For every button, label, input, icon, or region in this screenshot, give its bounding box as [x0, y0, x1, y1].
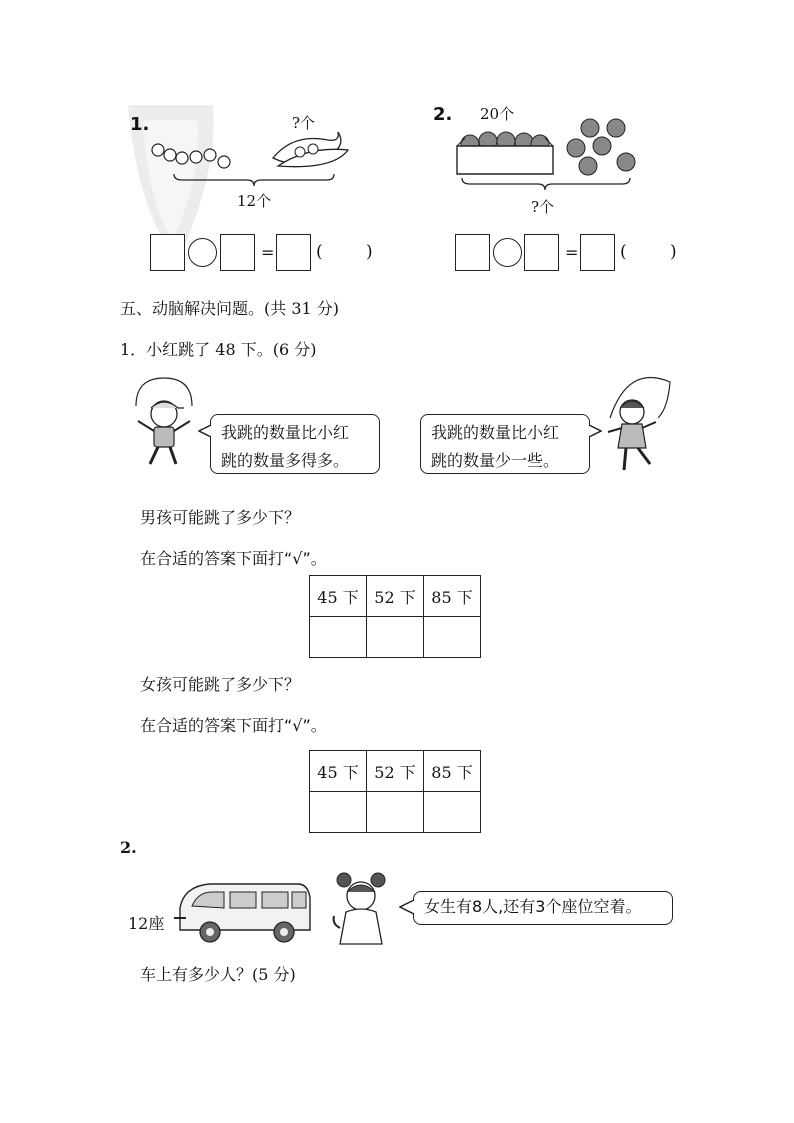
- boy-bubble-line-1: 我跳的数量比小红: [221, 423, 350, 442]
- check-cell[interactable]: [367, 792, 424, 833]
- check-cell[interactable]: [310, 617, 367, 658]
- girl-bubble-line-1: 我跳的数量比小红: [431, 423, 560, 442]
- answer-box-2a[interactable]: [455, 234, 490, 271]
- beans-icon: [150, 140, 240, 175]
- total-brace: [172, 172, 337, 188]
- girl-question: 女孩可能跳了多少下？: [140, 675, 301, 694]
- section-heading: 五、动脑解决问题。(共 31 分): [120, 299, 340, 318]
- operator-circle-2[interactable]: [493, 238, 522, 267]
- problem-2-box-label: 20个: [480, 105, 515, 123]
- question-1-title: 1．小红跳了 48 下。(6 分): [120, 340, 317, 359]
- answer-box-2c[interactable]: [580, 234, 615, 271]
- problem-1-question-label: ?个: [292, 114, 316, 132]
- answer-box-1a[interactable]: [150, 234, 185, 271]
- unit-paren-open: (: [316, 242, 323, 262]
- boy-jump-rope-icon: [126, 376, 206, 472]
- loose-balls-icon: [564, 116, 640, 176]
- operator-circle-1[interactable]: [188, 238, 217, 267]
- option-cell: 45 下: [310, 576, 367, 617]
- problem-1-number: 1.: [130, 114, 150, 135]
- unit-paren-close-2: ): [670, 242, 677, 262]
- answer-box-2b[interactable]: [524, 234, 559, 271]
- total-brace-2: [460, 176, 632, 192]
- boy-speech-bubble: [210, 414, 380, 474]
- option-cell: 85 下: [424, 751, 481, 792]
- problem-1-total-label: 12个: [237, 192, 272, 210]
- check-cell[interactable]: [367, 617, 424, 658]
- boy-bubble-line-2: 跳的数量多得多。: [221, 451, 350, 470]
- ball-box-icon: [455, 124, 555, 176]
- question-2-number: 2.: [120, 838, 137, 857]
- answer-box-1c[interactable]: [276, 234, 311, 271]
- van-icon: [170, 878, 314, 944]
- check-cell[interactable]: [424, 617, 481, 658]
- boy-question: 男孩可能跳了多少下？: [140, 508, 301, 527]
- problem-2-total-label: ?个: [531, 198, 555, 216]
- girl-bubble-line-2: 跳的数量少一些。: [431, 451, 560, 470]
- girl-icon: [330, 870, 392, 946]
- option-cell: 52 下: [367, 576, 424, 617]
- unit-paren-open-2: (: [620, 242, 627, 262]
- girl-jump-rope-icon: [598, 372, 676, 478]
- option-cell: 45 下: [310, 751, 367, 792]
- equals-sign: =: [261, 243, 275, 262]
- girl-answer-table: [309, 750, 481, 833]
- van-bubble-text: 女生有8人,还有3个座位空着。: [424, 897, 642, 916]
- girl-speech-bubble: [420, 414, 590, 474]
- unit-paren-close: ): [366, 242, 373, 262]
- van-speech-bubble: [413, 891, 673, 925]
- question-2-text: 车上有多少人？(5 分): [140, 965, 296, 984]
- option-cell: 52 下: [367, 751, 424, 792]
- check-cell[interactable]: [424, 792, 481, 833]
- bubble-tail-2: [399, 899, 415, 915]
- check-cell[interactable]: [310, 792, 367, 833]
- van-seat-label: 12座: [128, 914, 165, 933]
- problem-2-number: 2.: [433, 104, 453, 125]
- answer-box-1b[interactable]: [220, 234, 255, 271]
- option-cell: 85 下: [424, 576, 481, 617]
- bean-pod-icon: [268, 128, 353, 173]
- equals-sign-2: =: [565, 243, 579, 262]
- bubble-tail: [198, 424, 212, 438]
- instruction-1: 在合适的答案下面打“√”。: [140, 549, 327, 568]
- boy-answer-table: [309, 575, 481, 658]
- instruction-2: 在合适的答案下面打“√”。: [140, 716, 327, 735]
